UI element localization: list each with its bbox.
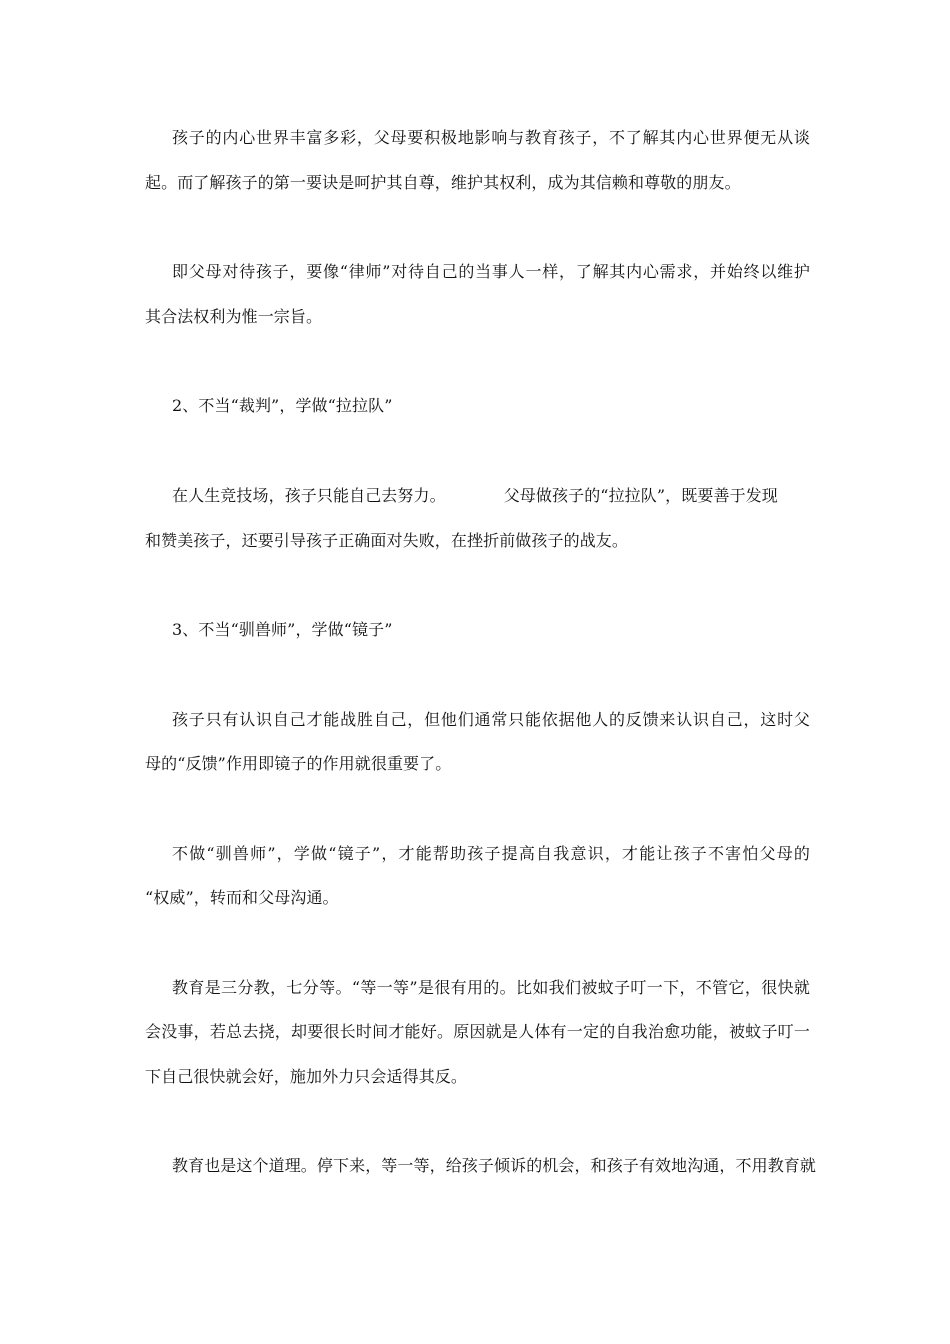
paragraph-6-line-3: 下自己很快就会好，施加外力只会适得其反。 [145, 1067, 468, 1086]
paragraph-6-line-1: 教育是三分教，七分等。“等一等”是很有用的。比如我们被蚊子叮一下，不管它，很快就 [172, 978, 810, 997]
paragraph-4-line-1: 孩子只有认识自己才能战胜自己，但他们通常只能依据他人的反馈来认识自己，这时父 [172, 710, 810, 729]
paragraph-5-line-2: “权威”，转而和父母沟通。 [145, 888, 339, 907]
paragraph-3-line-1-part-2: 父母做孩子的“拉拉队”，既要善于发现 [503, 486, 778, 505]
paragraph-3-line-1 [172, 485, 810, 507]
paragraph-4-line-2: 母的“反馈”作用即镜子的作用就很重要了。 [145, 754, 452, 773]
paragraph-1-line-2: 起。而了解孩子的第一要诀是呵护其自尊，维护其权利，成为其信赖和尊敬的朋友。 [145, 173, 741, 192]
section-heading-3: 3、不当“驯兽师”，学做“镜子” [172, 620, 393, 639]
paragraph-3-line-2: 和赞美孩子，还要引导孩子正确面对失败，在挫折前做孩子的战友。 [145, 531, 629, 550]
paragraph-5-line-1: 不做“驯兽师”，学做“镜子”，才能帮助孩子提高自我意识，才能让孩子不害怕父母的 [172, 844, 810, 863]
paragraph-2-line-2: 其合法权利为惟一宗旨。 [145, 307, 323, 326]
paragraph-1-line-1: 孩子的内心世界丰富多彩，父母要积极地影响与教育孩子，不了解其内心世界便无从谈 [172, 128, 810, 147]
paragraph-7-line-1: 教育也是这个道理。停下来，等一等，给孩子倾诉的机会，和孩子有效地沟通，不用教育就 [172, 1156, 817, 1175]
section-heading-2: 2、不当“裁判”，学做“拉拉队” [172, 396, 393, 415]
paragraph-2-line-1: 即父母对待孩子，要像“律师”对待自己的当事人一样，了解其内心需求，并始终以维护 [172, 262, 810, 281]
paragraph-3-line-1-part-1: 在人生竞技场，孩子只能自己去努力。 [172, 486, 446, 505]
paragraph-6-line-2: 会没事，若总去挠，却要很长时间才能好。原因就是人体有一定的自我治愈功能，被蚊子叮一 [145, 1022, 810, 1041]
